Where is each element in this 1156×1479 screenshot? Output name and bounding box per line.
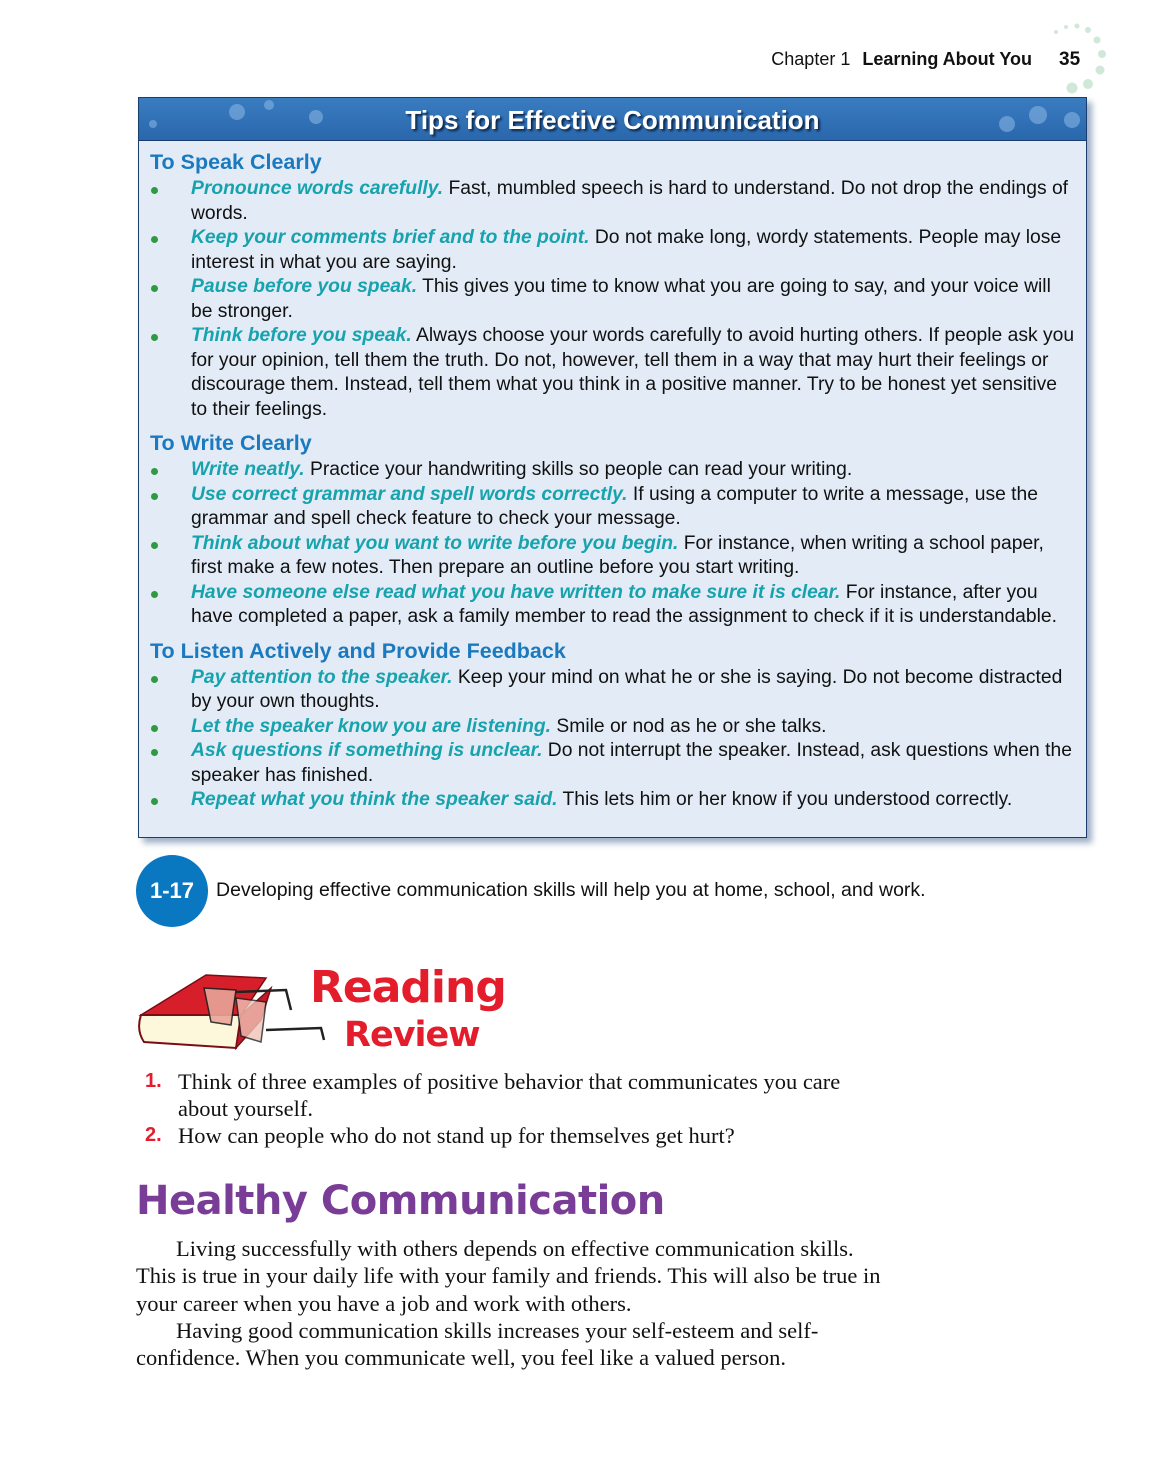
tip-lead: Think about what you want to write before you begin. [191, 532, 679, 554]
question-text: How can people who do not stand up for themselves get hurt? [178, 1123, 735, 1148]
paragraph: Living successfully with others depends on effective communication skills. This is true in your daily life with your family and friends. This will also be true in your career when you have a job and work with others. [136, 1236, 881, 1316]
tips-box-title: Tips for Effective Communication [405, 105, 820, 135]
tip-item [139, 226, 1086, 275]
bullet-icon [151, 542, 158, 549]
bullet-icon [151, 591, 158, 598]
chapter-label: Chapter 1 [771, 49, 851, 69]
question-number: 2. [145, 1124, 162, 1146]
bullet-icon [151, 285, 158, 292]
bullet-icon [151, 725, 158, 732]
reading-review-subtitle: Review [344, 1015, 480, 1055]
tips-box-header [139, 98, 1086, 141]
tips-list [139, 458, 1086, 630]
bullet-icon [151, 749, 158, 756]
running-header [771, 49, 1032, 70]
tip-lead: Write neatly. [191, 459, 305, 480]
tips-section-heading: To Write Clearly [150, 431, 312, 455]
tip-item [139, 324, 1086, 422]
tip-lead: Keep your comments brief and to the point. [191, 227, 590, 248]
figure-number-badge: 1-17 [136, 855, 208, 927]
tip-text: Do not interrupt the speaker. Instead, ask questions when the speaker has finished. [191, 740, 1072, 786]
tip-item [139, 177, 1086, 226]
tip-text: Keep your mind on what he or she is saying. Do not become distracted by your own thoughts. [191, 666, 1063, 712]
section-body [136, 1235, 886, 1371]
tip-lead: Think before you speak. [191, 325, 412, 346]
tips-box [138, 97, 1087, 838]
tips-list [139, 666, 1086, 813]
tip-item [139, 788, 1086, 813]
tip-text: If using a computer to write a message, use the grammar and spell check feature to check your message. [191, 483, 1038, 529]
tip-item [139, 581, 1086, 630]
bullet-icon [151, 187, 158, 194]
tip-lead: Repeat what you think the speaker said. [191, 789, 558, 810]
tip-lead: Let the speaker know you are listening. [191, 715, 552, 737]
review-questions [145, 1068, 885, 1149]
page-number: 35 [1059, 49, 1081, 70]
tip-text: Fast, mumbled speech is hard to understand. Do not drop the endings of words. [191, 178, 1069, 224]
tip-lead: Pause before you speak. [191, 276, 418, 297]
paragraph: Having good communication skills increases your self-esteem and self-confidence. When you communicate well, you feel like a valued person. [136, 1317, 819, 1371]
tip-text: This gives you time to know what you are going to say, and your voice will be stronger. [191, 276, 1051, 322]
section-heading: Healthy Communication [136, 1178, 665, 1224]
tip-item [139, 666, 1086, 715]
review-question [145, 1068, 885, 1122]
question-text: Think of three examples of positive behavior that communicates you care about yourself. [178, 1069, 841, 1121]
tip-item [139, 715, 1086, 740]
tip-item [139, 458, 1086, 483]
tip-text: For instance, after you have completed a paper, ask a family member to read the assignment to check if it is understandable. [191, 581, 1057, 627]
tips-section-heading: To Speak Clearly [150, 150, 322, 174]
tip-item [139, 275, 1086, 324]
book-and-glasses-icon [136, 970, 331, 1055]
bullet-icon [151, 468, 158, 475]
bullet-icon [151, 334, 158, 341]
reading-review-title: Reading [310, 962, 506, 1013]
bullet-icon [151, 676, 158, 683]
tip-text: This lets him or her know if you understood correctly. [562, 789, 1013, 810]
tip-text: Practice your handwriting skills so people can read your writing. [309, 459, 853, 480]
tips-section-heading: To Listen Actively and Provide Feedback [150, 638, 566, 663]
tip-text: For instance, when writing a school paper, first make a few notes. Then prepare an outline before you start writing. [191, 532, 1044, 578]
bullet-icon [151, 236, 158, 243]
tip-item [139, 739, 1086, 788]
figure-caption-text: Developing effective communication skills will help you at home, school, and work. [216, 879, 926, 901]
bullet-icon [151, 798, 158, 805]
tip-lead: Have someone else read what you have written to make sure it is clear. [191, 581, 841, 603]
review-question [145, 1122, 885, 1149]
tip-lead: Ask questions if something is unclear. [191, 740, 543, 761]
tip-lead: Pay attention to the speaker. [191, 666, 453, 688]
tip-text: Smile or nod as he or she talks. [556, 715, 827, 737]
bullet-icon [151, 493, 158, 500]
tip-lead: Pronounce words carefully. [191, 178, 444, 199]
tip-text: Do not make long, wordy statements. People may lose interest in what you are saying. [191, 227, 1062, 273]
chapter-title: Learning About You [862, 49, 1032, 69]
tip-item [139, 532, 1086, 581]
tip-item [139, 483, 1086, 532]
tip-text: Always choose your words carefully to avoid hurting others. If people ask you for your opinion, tell them the truth. Do not, however, tell them in a way that may hurt their feelings or discourage them. Instead, tell them what you think in a positive manner. Try to be honest yet sensitive to their feelings. [191, 325, 1075, 420]
tip-lead: Use correct grammar and spell words correctly. [191, 483, 628, 505]
tips-list [139, 177, 1086, 422]
question-number: 1. [145, 1070, 162, 1092]
